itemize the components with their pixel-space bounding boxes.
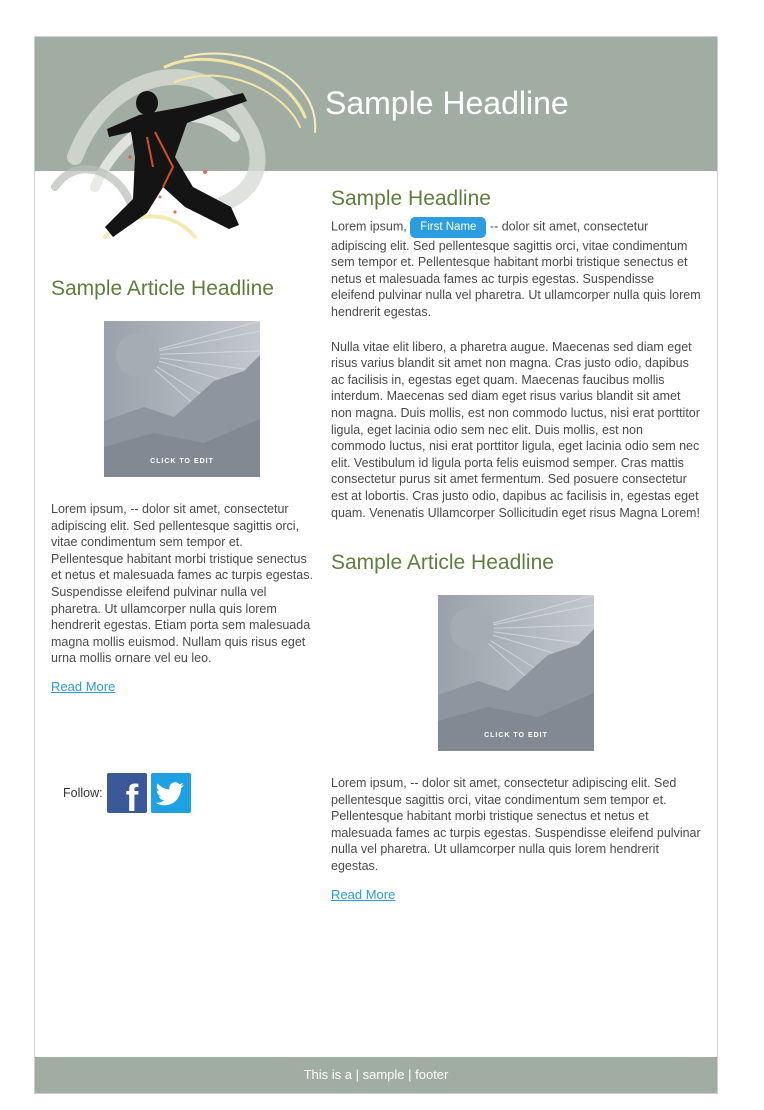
main-paragraph-2: Nulla vitae elit libero, a pharetra augue. Maecenas sed diam eget risus varius blandit sit amet non magna. Cras justo odio, dapibus ac facilisis in, egestas eget quam. Maecenas faucibus mollis interdum. Maecenas sed diam eget risus varius blandit sit amet non magna. Duis mollis, est non commodo luctus, nisi erat porttitor ligula, eget lacinia odio sem nec elit. Duis mollis, est non commodo luctus, nisi erat porttitor ligula, eget lacinia odio sem nec elit. Vestibulum id ligula porta felis euismod semper. Cras mattis consectetur purus sit amet fermentum. Sed posuere consectetur est at lobortis. Cras justo odio, dapibus ac facilisis in, egestas eget quam. Venenatis Ullamcorper Sollicitudin eget risus Magna Lorem!	[331, 339, 700, 520]
main-article-body: Lorem ipsum, -- dolor sit amet, consectetur adipiscing elit. Sed pellentesque sagittis orci, vitae condimentum sem tempor et. Pellentesque habitant morbi tristique senectus et netus et malesuada fames ac turpis egestas. Suspendisse eleifend pulvinar nulla vel pharetra. Ut ullamcorper nulla quis lorem hendrerit egestas.	[331, 776, 701, 874]
intro-text-end: -- dolor sit amet, consectetur adipiscing elit. Sed pellentesque sagittis orci, vitae condimentum sem tempor et. Pellentesque habitant morbi tristique senectus et netus et malesuada fames ac turpis egestas. Suspendisse eleifend pulvinar nulla vel pharetra. Ut ullamcorper nulla quis lorem hendrerit egestas.	[331, 219, 701, 319]
twitter-icon[interactable]	[151, 773, 191, 813]
footer-text: This is a | sample | footer	[303, 1067, 449, 1082]
svg-text:f: f	[125, 778, 138, 813]
main-read-more-link[interactable]: Read More	[331, 886, 396, 902]
sidebar-column	[51, 277, 313, 696]
sidebar-article-headline: Sample Article Headline	[51, 277, 274, 300]
main-intro-paragraph	[331, 217, 701, 321]
main-column	[331, 187, 701, 904]
email-template	[34, 36, 718, 1094]
click-to-edit-label: CLICK TO EDIT	[150, 458, 214, 465]
image-placeholder-icon	[438, 595, 594, 751]
hero-dancer-illustration[interactable]	[35, 37, 335, 257]
sidebar-article-body: Lorem ipsum, -- dolor sit amet, consectetur adipiscing elit. Sed pellentesque sagittis orci, vitae condimentum sem tempor et. Pellentesque habitant morbi tristique senectus et netus et malesuada fames ac turpis egestas. Suspendisse eleifend pulvinar nulla vel pharetra. Ut ullamcorper nulla quis lorem hendrerit egestas. Etiam porta sem malesuada magna mollis euismod. Nullam quis risus eget urna mollis ornare vel eu leo.	[51, 502, 313, 666]
facebook-icon[interactable]	[107, 773, 147, 813]
click-to-edit-label: CLICK TO EDIT	[484, 732, 548, 740]
image-placeholder-icon	[104, 321, 260, 477]
main-headline: Sample Headline	[331, 187, 491, 210]
sidebar-read-more-link[interactable]: Read More	[51, 678, 116, 694]
sidebar-article-image[interactable]	[104, 321, 260, 477]
main-article-image[interactable]	[438, 595, 594, 751]
intro-text-start: Lorem ipsum,	[331, 219, 411, 234]
follow-section	[63, 773, 195, 813]
main-article-headline: Sample Article Headline	[331, 551, 554, 575]
first-name-merge-tag[interactable]: First Name	[410, 217, 486, 238]
footer	[35, 1057, 717, 1093]
header-title: Sample Headline	[325, 85, 569, 121]
follow-label: Follow:	[63, 786, 103, 800]
